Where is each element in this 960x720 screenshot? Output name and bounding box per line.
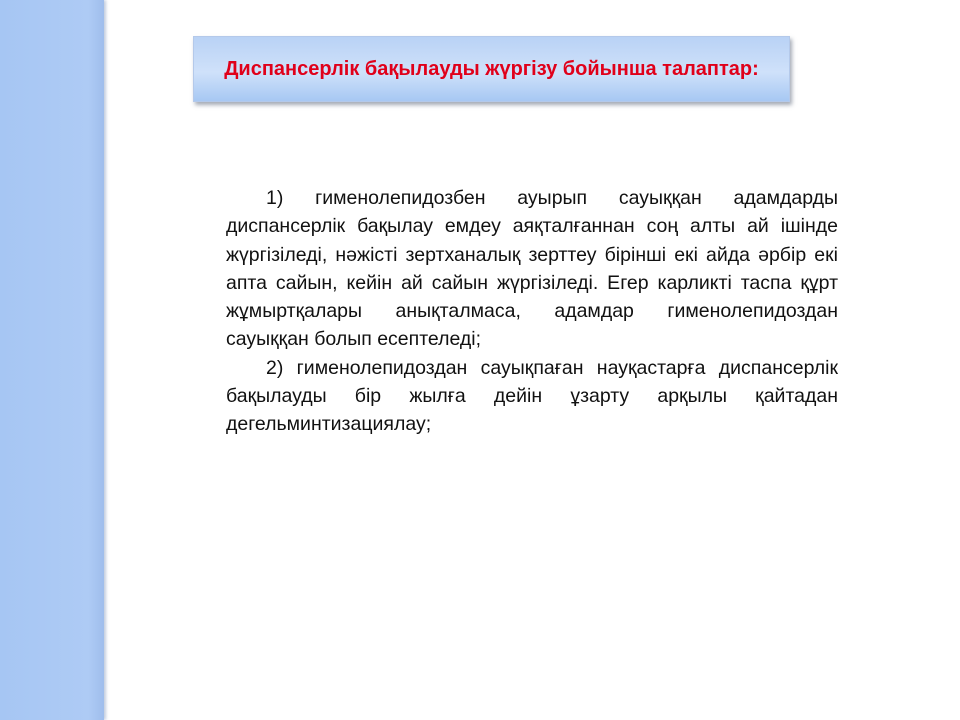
paragraph-1: 1) гименолепидозбен ауырып сауыққан адамдарды диспансерлік бақылау емдеу аяқталғаннан соң алты ай ішінде жүргізіледі, нәжісті зертханалық зерттеу бірінші екі айда әрбір екі апта сайын, кейін ай сайын жүргізіледі. Егер карликті таспа құрт жұмыртқалары анықталмаса, адамдар гименолепидоздан сауыққан болып есептеледі;: [226, 187, 838, 351]
slide-body: [226, 184, 838, 439]
title-box: [193, 36, 790, 102]
left-accent-bar: [0, 0, 104, 720]
slide-title: Диспансерлік бақылауды жүргізу бойынша талаптар:: [224, 57, 759, 80]
paragraph-2: 2) гименолепидоздан сауықпаған науқастарға диспансерлік бақылауды бір жылға дейін ұзарту арқылы қайтадан дегельминтизациялау;: [226, 356, 838, 436]
